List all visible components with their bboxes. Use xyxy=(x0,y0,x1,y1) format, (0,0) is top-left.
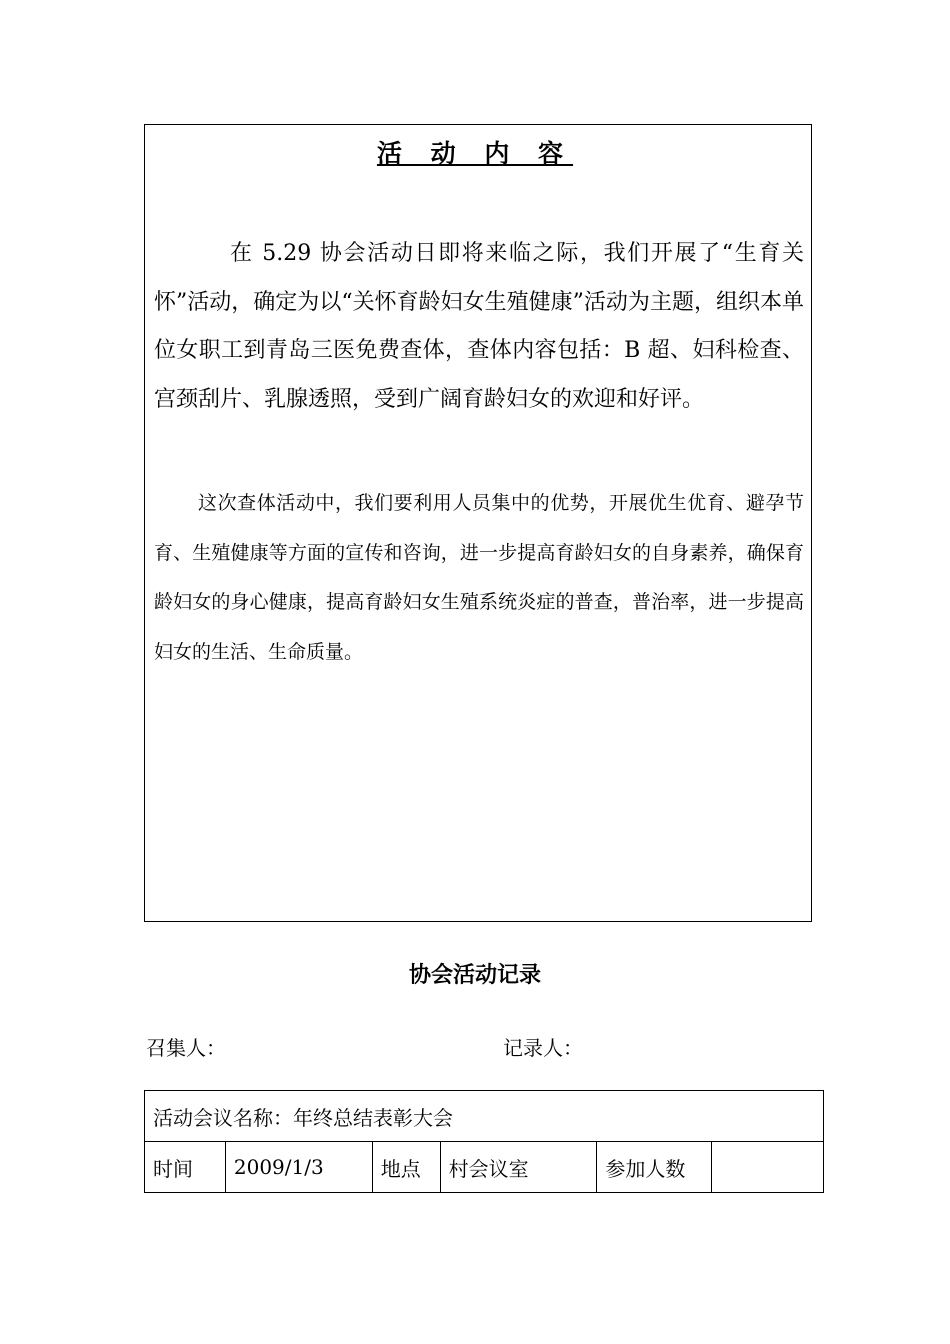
attendees-label-cell: 参加人数 xyxy=(597,1142,712,1193)
meeting-name-cell: 活动会议名称：年终总结表彰大会 xyxy=(145,1091,824,1142)
attendees-value-cell xyxy=(712,1142,824,1193)
activity-paragraph-1: 在 5.29 协会活动日即将来临之际，我们开展了“生育关怀”活动，确定为以“关怀育龄妇女生殖健康”活动为主题，组织本单位女职工到青岛三医免费查体，查体内容包括：B 超、妇科检查、宫颈刮片、乳腺透照，受到广阔育龄妇女的欢迎和好评。 xyxy=(154,241,804,412)
time-label-cell: 时间 xyxy=(145,1142,226,1193)
table-row xyxy=(145,1091,824,1142)
activity-content-title: 活 动 内 容 xyxy=(376,139,574,168)
meeting-info-table xyxy=(144,1090,824,1193)
record-title: 协会活动记录 xyxy=(408,962,541,988)
place-label-cell: 地点 xyxy=(372,1142,440,1193)
time-value-cell: 2009/1/3 xyxy=(225,1142,372,1193)
place-value-cell: 村会议室 xyxy=(440,1142,597,1193)
activity-paragraph-2: 这次查体活动中，我们要利用人员集中的优势，开展优生优育、避孕节育、生殖健康等方面的宣传和咨询，进一步提高育龄妇女的自身素养，确保育龄妇女的身心健康，提高育龄妇女生殖系统炎症的普查，普治率，进一步提高妇女的生活、生命质量。 xyxy=(154,492,804,663)
convener-label: 召集人： xyxy=(146,1036,226,1060)
table-row xyxy=(145,1142,824,1193)
recorder-label: 记录人： xyxy=(503,1036,583,1060)
